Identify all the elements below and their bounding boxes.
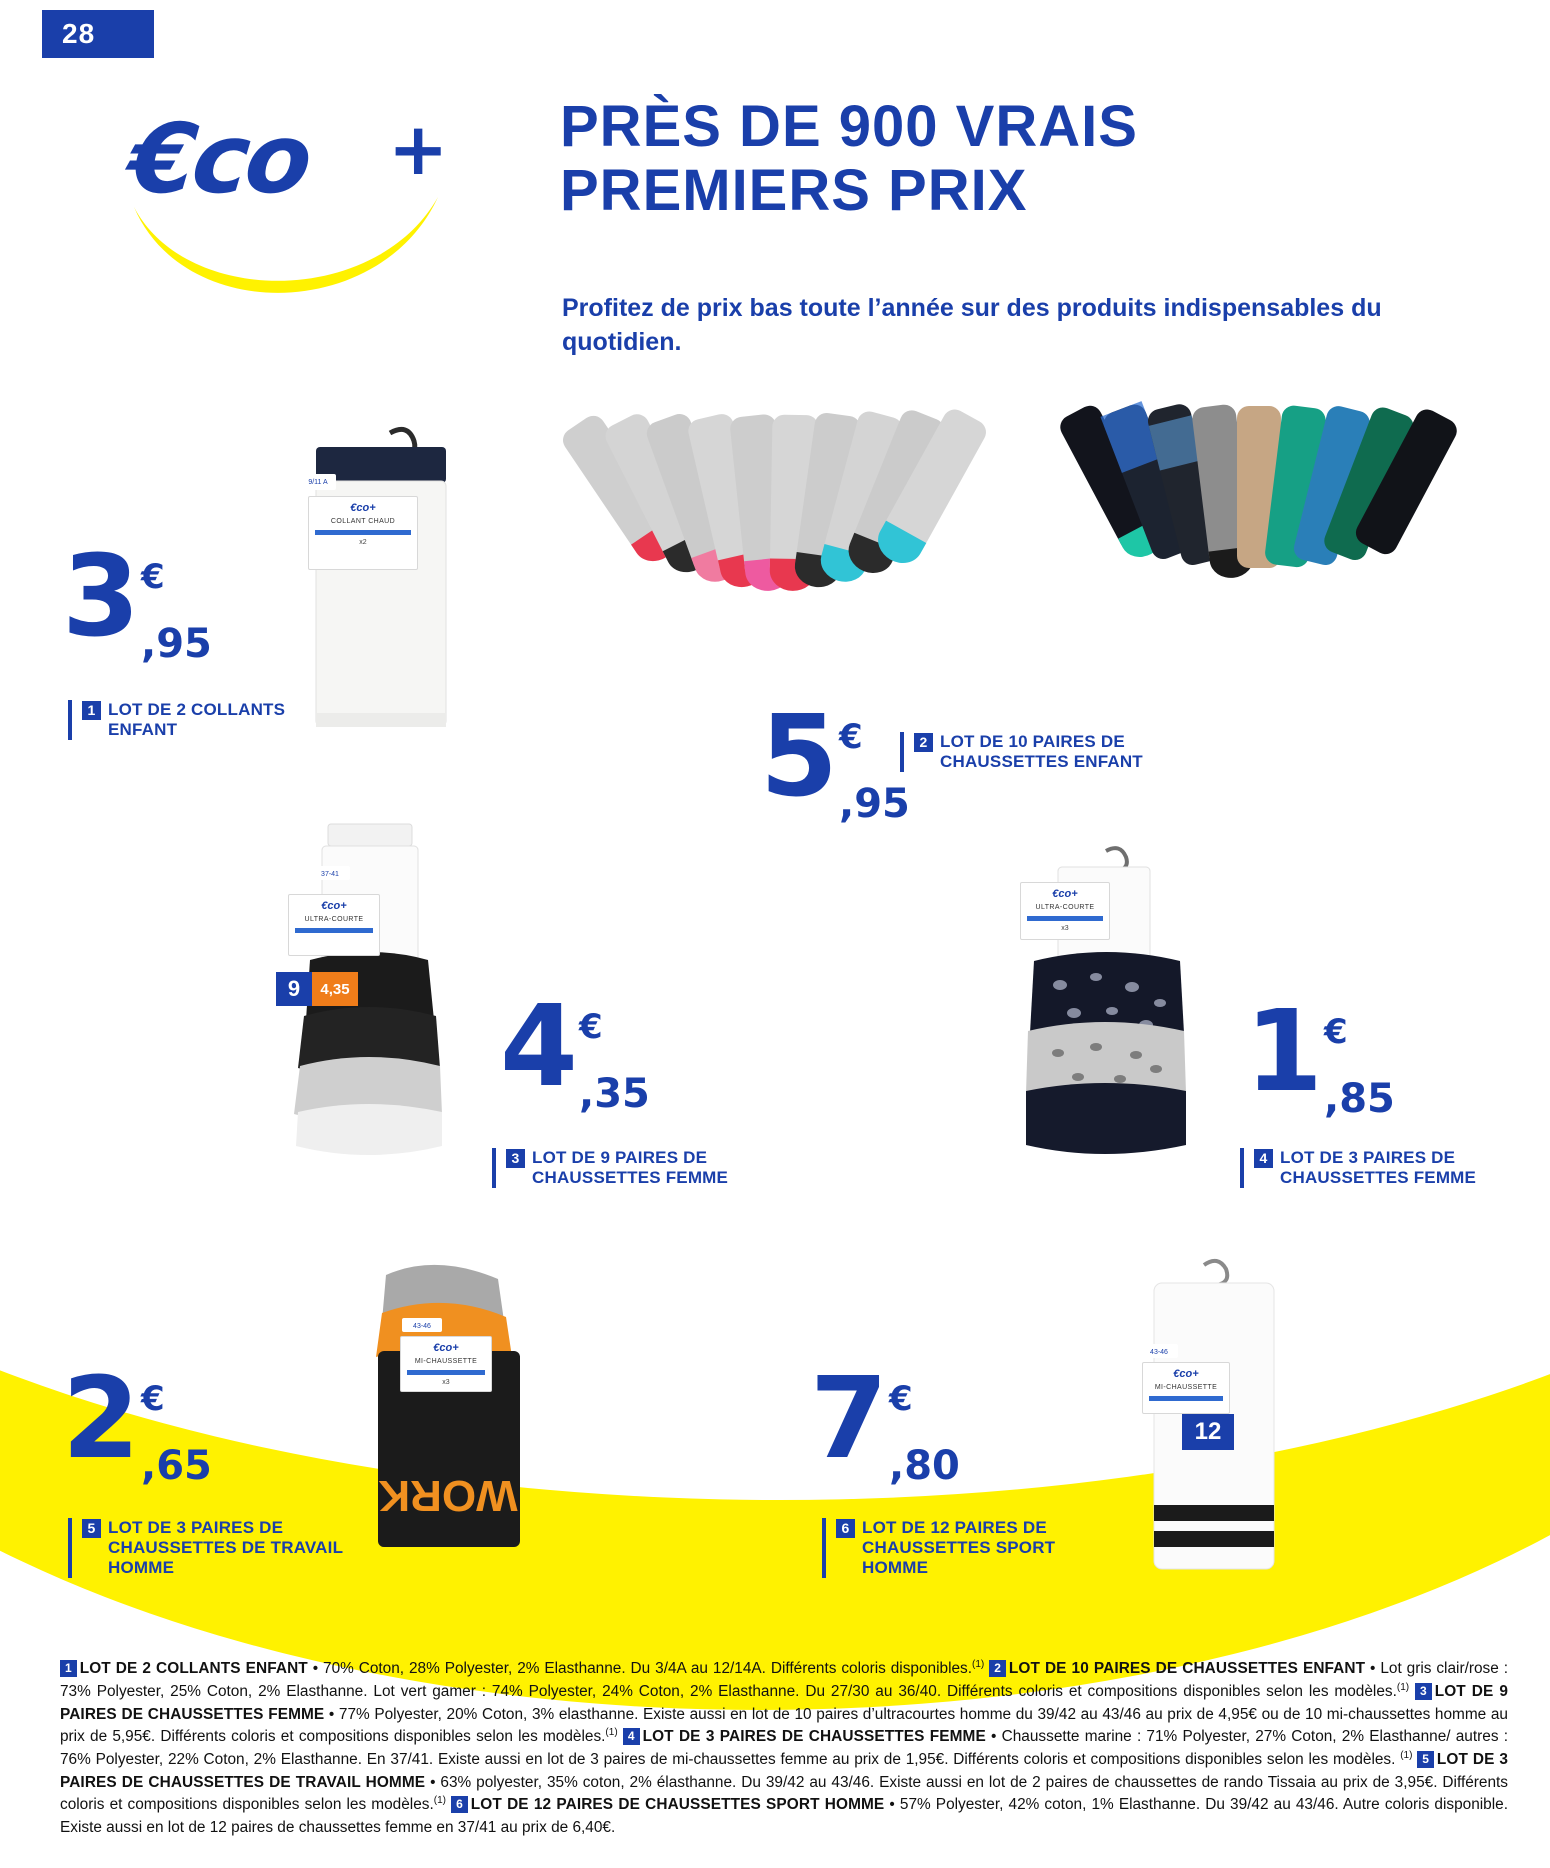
pack-label-5-logo: €co+ [433,1342,459,1354]
caption-4-line-1: LOT DE 3 PAIRES DE [1280,1148,1456,1167]
price-1-cents: ,95 [141,621,212,667]
legal-sup-1: (1) [972,1659,985,1670]
legal-title-2: LOT DE 10 PAIRES DE CHAUSSETTES ENFANT [1008,1660,1366,1678]
price-3-euro-symbol: € [579,1007,603,1047]
legal-sup-3: (1) [605,1727,618,1739]
pack-label-6-bar [1149,1396,1223,1401]
logo-plus-sign: + [388,107,449,191]
pack-label-1-text: COLLANT CHAUD [330,518,396,526]
price-6-integer: 7 [810,1354,884,1484]
pack-label-4 [1020,882,1110,940]
caption-3-line-2: CHAUSSETTES FEMME [532,1168,729,1188]
caption-5-line-3: HOMME [108,1558,175,1578]
pack-label-3-size: 37-41 [310,866,350,880]
legal-title-5: LOT DE 3 PAIRES DE CHAUSSETTES DE TRAVAIL HOMME [60,1751,1508,1791]
legal-text-4: • Chaussette marine : 71% Polyester, 27% Coton, 2% Elasthanne/ autres : 76% Polyester, 22% Coton, 2% Elasthanne. En 37/41. Existe aussi en lot de 3 paires de mi-chaussettes femme au prix de 1,95€. Différents coloris et compositions disponibles selon les modèles. [60,1728,1509,1769]
pack-label-4-text: ULTRA-COURTE [1035,904,1095,912]
caption-3-line-1: LOT DE 9 PAIRES DE [532,1148,708,1167]
price-2-euro-symbol: € [839,717,863,757]
page-title [560,95,1460,223]
legal-badge-3: 3 [1415,1683,1432,1700]
pack-label-1-bar [315,530,411,535]
price-product-4 [1245,987,1395,1122]
pack-label-3 [288,894,380,956]
page-subtitle: Profitez de prix bas toute l’année sur des produits indispensables du quotidien. [562,294,1382,356]
pack-tag-3-price: 4,35 [312,972,358,1006]
price-4-euro-symbol: € [1324,1012,1348,1052]
legal-text-3: • 77% Polyester, 20% Coton, 3% elasthanne. Existe aussi en lot de 10 paires d’ultracourtes homme du 39/42 au 43/46 au prix de 4,95€ ou de 10 mi-chaussettes homme au prix de 5,95€. Différents coloris et compositions disponibles selon les modèles. [60,1705,1508,1746]
price-3-integer: 4 [500,982,574,1112]
pack-label-1-qty: x2 [359,539,367,547]
badge-product-5: 5 [82,1519,101,1538]
caption-1-line-1: LOT DE 2 COLLANTS [108,700,286,719]
legal-badge-1: 1 [60,1660,77,1677]
caption-6-line-3: HOMME [862,1558,929,1578]
price-product-5 [62,1354,212,1489]
price-5-euro-symbol: € [141,1379,165,1419]
legal-badge-2: 2 [989,1660,1006,1677]
pack-label-5 [400,1336,492,1392]
pack-label-3-text: ULTRA-COURTE [304,916,364,924]
badge-product-3: 3 [506,1149,525,1168]
pack-label-5-qty: x3 [442,1379,450,1387]
pack-label-4-qty: x3 [1061,925,1069,933]
price-2-integer: 5 [760,692,834,822]
headline-line-2: PREMIERS PRIX [560,157,1028,223]
price-6-euro-symbol: € [889,1379,913,1419]
pack-label-6-size: 43-46 [1140,1344,1178,1358]
price-product-1 [62,532,212,667]
product-photo-chaussettes-enfant-gris [540,405,1060,705]
legal-sup-2: (1) [1396,1681,1410,1693]
product-photo-chaussettes-travail-homme [352,1255,552,1595]
legal-footnotes [60,1658,1508,1840]
caption-6-line-1: LOT DE 12 PAIRES DE [862,1518,1047,1537]
caption-product-1 [68,700,328,740]
pack-label-1-logo: €co+ [350,502,376,514]
legal-sup-4: (1) [1400,1749,1413,1761]
logo-wordmark: €co [124,103,314,215]
caption-product-4 [1240,1148,1530,1188]
page-number: 28 [42,10,154,58]
caption-5-line-1: LOT DE 3 PAIRES DE [108,1518,284,1537]
caption-1-line-2: ENFANT [108,720,178,740]
legal-title-4: LOT DE 3 PAIRES DE CHAUSSETTES FEMME [642,1728,986,1746]
pack-label-3-logo: €co+ [321,900,347,912]
legal-title-6: LOT DE 12 PAIRES DE CHAUSSETTES SPORT HOMME [470,1796,885,1814]
pack-label-5-bar [407,1370,485,1375]
price-3-cents: ,35 [579,1071,650,1117]
pack-label-6-logo: €co+ [1173,1368,1199,1380]
caption-4-line-2: CHAUSSETTES FEMME [1280,1168,1477,1188]
price-product-6 [810,1354,960,1489]
caption-product-5 [68,1518,368,1578]
legal-badge-4: 4 [623,1728,640,1745]
pack-label-3-bar [295,928,373,933]
legal-title-3: LOT DE 9 PAIRES DE CHAUSSETTES FEMME [60,1682,1508,1723]
badge-product-2: 2 [914,733,933,752]
caption-5-line-2: CHAUSSETTES DE TRAVAIL [108,1538,344,1558]
product-photo-chaussettes-enfant-foncees [1045,400,1525,670]
badge-product-6: 6 [836,1519,855,1538]
legal-sup-5: (1) [433,1795,446,1807]
caption-product-3 [492,1148,782,1188]
legal-text-1: • 70% Coton, 28% Polyester, 2% Elasthanne. Du 3/4A au 12/14A. Différents coloris disponibles. [307,1660,973,1678]
pack-label-4-bar [1027,916,1103,921]
pack-tag-3-qty: 9 [276,972,312,1006]
pack-label-4-logo: €co+ [1052,888,1078,900]
price-2-cents: ,95 [839,781,910,827]
pack-label-1-size: 9/11 A [300,474,336,490]
pack-label-5-size: 43-46 [402,1318,442,1332]
price-4-cents: ,85 [1324,1076,1395,1122]
legal-badge-5: 5 [1417,1751,1434,1768]
price-product-3 [500,982,650,1117]
svg-text:WORK: WORK [378,1471,518,1520]
legal-title-1: LOT DE 2 COLLANTS ENFANT [79,1660,308,1678]
badge-product-4: 4 [1254,1149,1273,1168]
price-product-2 [760,692,910,827]
legal-text-6: • 57% Polyester, 42% coton, 1% Elasthanne. Du 39/42 au 43/46. Autre coloris disponible. Existe aussi en lot de 12 paires de chaussettes femme en 37/41 au prix de 6,40€. [60,1796,1508,1837]
pack-label-5-text: MI-CHAUSSETTE [414,1358,478,1366]
legal-text-5: • 63% polyester, 35% coton, 2% élasthanne. Du 39/42 au 43/46. Existe aussi en lot de 2 paires de chaussettes de rando Tissaia au prix de 3,95€. Différents coloris et compositions disponibles selon les modèles. [60,1773,1508,1814]
legal-text-2: • Lot gris clair/rose : 73% Polyester, 25% Coton, 2% Elasthanne. Lot vert gamer : 74% Polyester, 24% Coton, 2% Elasthanne. Du 27/30 au 36/40. Différents coloris et compositions disponibles selon les modèles. [60,1660,1508,1700]
price-5-integer: 2 [62,1354,136,1484]
logo-smile-icon [126,189,446,309]
price-4-integer: 1 [1245,987,1319,1117]
pack-tag-6-qty: 12 [1182,1414,1234,1450]
pack-label-6-text: MI-CHAUSSETTE [1154,1384,1218,1392]
legal-badge-6: 6 [451,1796,468,1813]
caption-product-6 [822,1518,1122,1578]
price-1-euro-symbol: € [141,557,165,597]
pack-label-1 [308,496,418,570]
caption-2-line-1: LOT DE 10 PAIRES DE [940,732,1125,751]
eco-plus-logo [120,85,480,265]
caption-6-line-2: CHAUSSETTES SPORT [862,1538,1056,1558]
price-1-integer: 3 [62,532,136,662]
pack-label-6 [1142,1362,1230,1414]
badge-product-1: 1 [82,701,101,720]
price-6-cents: ,80 [889,1443,960,1489]
caption-product-2 [900,732,1180,772]
caption-2-line-2: CHAUSSETTES ENFANT [940,752,1143,772]
price-5-cents: ,65 [141,1443,212,1489]
headline-line-1: PRÈS DE 900 VRAIS [560,94,1138,159]
